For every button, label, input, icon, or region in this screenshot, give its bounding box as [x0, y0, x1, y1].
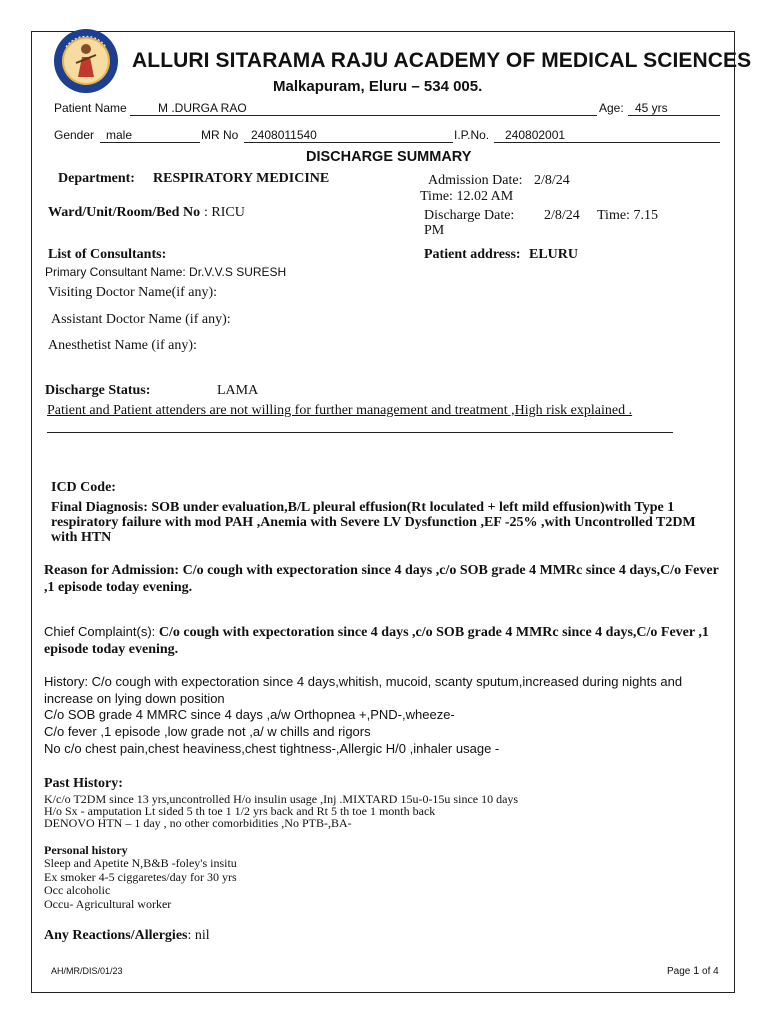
patient-name-underline	[130, 115, 597, 116]
gender-label: Gender	[54, 128, 95, 142]
past-history-line-3: DENOVO HTN – 1 day , no other comorbidities ,No PTB-,BA-	[44, 816, 352, 830]
page-current: 1	[693, 965, 700, 977]
reason-label: Reason for Admission:	[44, 563, 180, 578]
allergies	[44, 928, 210, 944]
personal-history-heading: Personal history	[44, 843, 128, 857]
institution-name: ALLURI SITARAMA RAJU ACADEMY OF MEDICAL SCIENCES	[132, 49, 752, 72]
allergies-value: : nil	[187, 928, 210, 943]
department-value: RESPIRATORY MEDICINE	[153, 171, 330, 186]
personal-history-line-2: Ex smoker 4-5 ciggaretes/day for 30 yrs	[44, 870, 237, 884]
department-label: Department:	[58, 171, 135, 186]
ward-label: Ward/Unit/Room/Bed No	[48, 205, 201, 220]
primary-consultant: Primary Consultant Name: Dr.V.V.S SURESH	[45, 265, 287, 279]
page-total: of 4	[702, 966, 719, 977]
discharge-time: Time: 7.15	[597, 208, 658, 223]
age-label: Age:	[599, 101, 624, 115]
admission-time: Time: 12.02 AM	[420, 189, 514, 204]
page-label: Page	[667, 966, 691, 977]
admission-date-label: Admission Date:	[428, 173, 523, 188]
chief-label: Chief Complaint(s):	[44, 624, 159, 639]
patient-address-label: Patient address:	[424, 247, 521, 262]
reason-for-admission	[44, 562, 724, 596]
page-number	[667, 965, 719, 977]
ip-underline	[494, 142, 720, 143]
discharge-date-value: 2/8/24	[544, 208, 580, 223]
discharge-status-value: LAMA	[217, 383, 259, 398]
discharge-time-pm: PM	[424, 223, 445, 238]
final-diagnosis: Final Diagnosis: SOB under evaluation,B/L pleural effusion(Rt loculated + left mild effusion)with Type 1 respiratory failure with mod PAH ,Anemia with Severe LV Dysfunction ,EF -25% ,with Uncontrolled T2DM with HTN	[51, 500, 696, 545]
divider-line	[47, 432, 673, 433]
discharge-status-note: Patient and Patient attenders are not willing for further management and treatment ,High risk explained .	[47, 403, 633, 418]
visiting-doctor: Visiting Doctor Name(if any):	[48, 285, 218, 300]
mr-label: MR No	[201, 128, 239, 142]
discharge-date-label: Discharge Date:	[424, 208, 515, 223]
history-line-4: No c/o chest pain,chest heaviness,chest tightness-,Allergic H/0 ,inhaler usage -	[44, 741, 500, 756]
gender-value: male	[106, 128, 133, 142]
mr-underline	[244, 142, 453, 143]
patient-name-value: M .DURGA RAO	[158, 101, 247, 115]
admission-date-value: 2/8/24	[534, 173, 570, 188]
icd-code-label: ICD Code:	[51, 480, 116, 495]
reason-text: C/o cough with expectoration since 4 days ,c/o SOB grade 4 MMRc since 4 days,C/o Fever ,1 episode today evening.	[44, 563, 719, 595]
discharge-status-label: Discharge Status:	[45, 383, 151, 398]
consultants-heading: List of Consultants:	[48, 247, 167, 262]
patient-address-value: ELURU	[529, 247, 579, 262]
age-value: 45 yrs	[635, 101, 668, 115]
history-line-1: History: C/o cough with expectoration since 4 days,whitish, mucoid, scanty sputum,increased during nights and increase on lying down position	[44, 674, 683, 706]
past-history-line-1: K/c/o T2DM since 13 yrs,uncontrolled H/o insulin usage ,Inj .MIXTARD 15u-0-15u since 10 days	[44, 792, 519, 806]
form-code: AH/MR/DIS/01/23	[51, 966, 123, 976]
ip-label: I.P.No.	[454, 128, 490, 142]
ward-value: : RICU	[204, 205, 245, 220]
history-line-3: C/o fever ,1 episode ,low grade not ,a/ w chills and rigors	[44, 724, 371, 739]
past-history-line-2: H/o Sx - amputation Lt sided 5 th toe 1 1/2 yrs back and Rt 5 th toe 1 month back	[44, 804, 436, 818]
history-line-2: C/o SOB grade 4 MMRC since 4 days ,a/w Orthopnea +,PND-,wheeze-	[44, 707, 455, 722]
institution-address: Malkapuram, Eluru – 534 005.	[273, 78, 483, 95]
personal-history-line-1: Sleep and Apetite N,B&B -foley's insitu	[44, 856, 237, 870]
document-title: DISCHARGE SUMMARY	[306, 149, 472, 165]
past-history-heading: Past History:	[44, 776, 123, 791]
patient-name-label: Patient Name	[54, 101, 127, 115]
chief-complaint	[44, 623, 724, 658]
gender-underline	[100, 142, 200, 143]
age-underline	[628, 115, 720, 116]
allergies-label: Any Reactions/Allergies	[44, 928, 188, 943]
academy-logo	[52, 27, 120, 95]
assistant-doctor: Assistant Doctor Name (if any):	[51, 312, 231, 327]
ip-value: 240802001	[505, 128, 566, 142]
chief-text: C/o cough with expectoration since 4 days ,c/o SOB grade 4 MMRc since 4 days,C/o Fever ,1 episode today evening.	[44, 625, 709, 657]
personal-history-line-4: Occu- Agricultural worker	[44, 897, 172, 911]
mr-value: 2408011540	[251, 128, 317, 142]
personal-history-line-3: Occ alcoholic	[44, 883, 111, 897]
anesthetist: Anesthetist Name (if any):	[48, 338, 197, 353]
